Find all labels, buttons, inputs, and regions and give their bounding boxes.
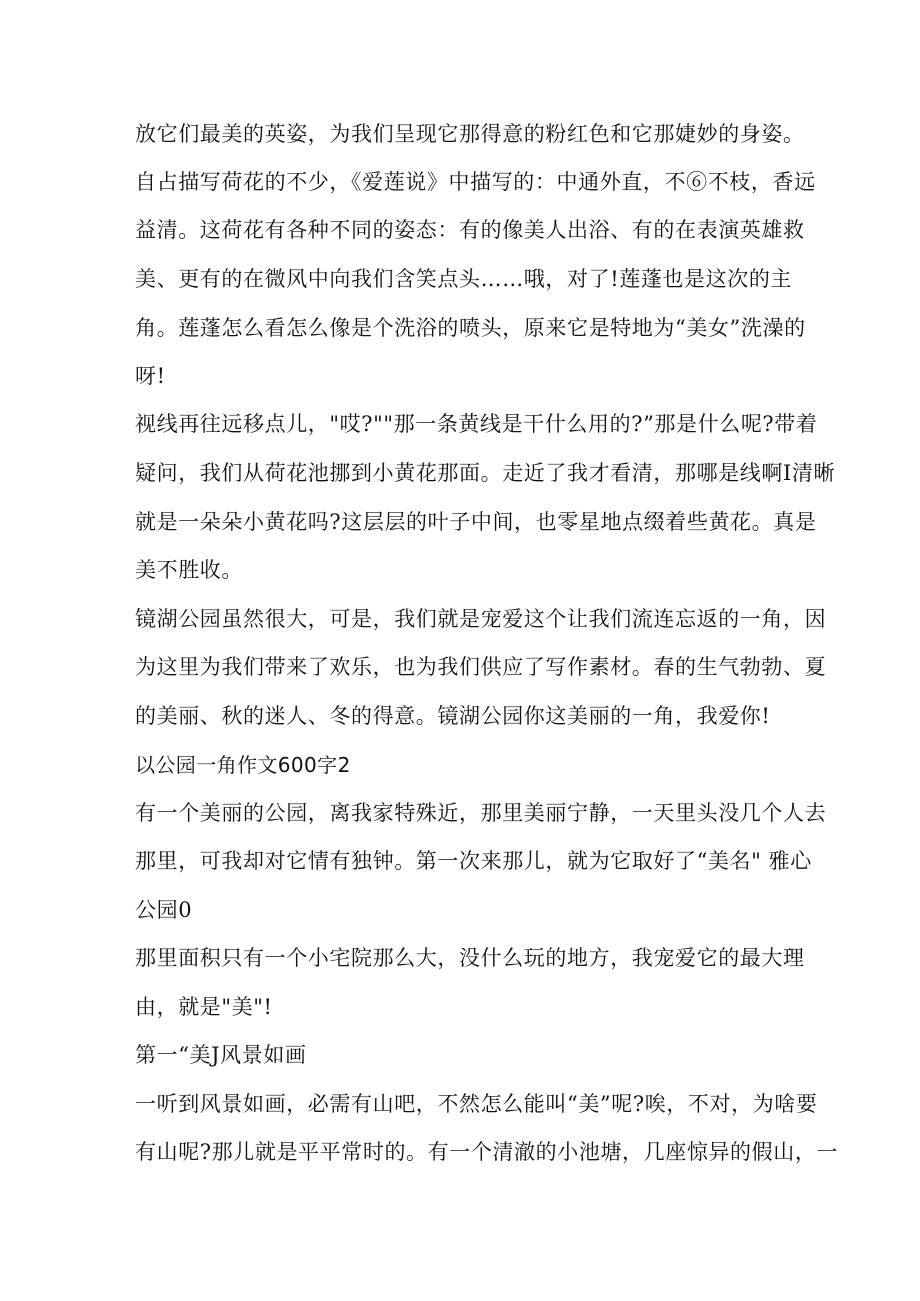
text-line: 公园0	[135, 898, 193, 922]
text-line: 放它们最美的英姿，为我们呈现它那得意的粉红色和它那婕妙的身姿。	[135, 122, 805, 146]
text-line: 的美丽、秋的迷人、冬的得意。镜湖公园你这美丽的一角，我爱你!	[135, 704, 771, 728]
text-line: 一听到风景如画，必需有山吧，不然怎么能叫“美”呢?唉，不对，为啥要	[135, 1092, 818, 1116]
text-line: 益清。这荷花有各种不同的姿态：有的像美人出浴、有的在表演英雄救	[135, 218, 805, 242]
text-line: 有一个美丽的公园，离我家特殊近，那里美丽宁静，一天里头没几个人去	[135, 801, 827, 825]
text-line: 第一“美J风景如画	[135, 1043, 307, 1067]
text-line: 呀!	[135, 364, 166, 388]
text-line: 那里面积只有一个小宅院那么大，没什么玩的地方，我宠爱它的最大理	[135, 946, 805, 970]
section-heading: 以公园一角作文600字2	[135, 753, 351, 777]
text-line: 疑问，我们从荷花池挪到小黄花那面。走近了我才看清，那哪是线啊I清晰	[135, 461, 836, 485]
text-line: 美、更有的在微风中向我们含笑点头……哦，对了!莲蓬也是这次的主	[135, 267, 793, 291]
text-line: 美不胜收。	[135, 558, 243, 582]
text-line: 为这里为我们带来了欢乐，也为我们供应了写作素材。春的生气勃勃、夏	[135, 655, 827, 679]
text-line: 角。莲蓬怎么看怎么像是个洗浴的喷头，原来它是特地为“美女”洗澡的	[135, 316, 806, 340]
text-line: 自占描写荷花的不少，《爱莲说》中描写的：中通外直，不⑥不枝，香远	[135, 170, 816, 194]
text-line: 镜湖公园虽然很大，可是，我们就是宠爱这个让我们流连忘返的一角，因	[135, 607, 827, 631]
text-line: 就是一朵朵小黄花吗?这层层的叶子中间，也零星地点缀着些黄花。真是	[135, 510, 817, 534]
text-line: 有山呢?那儿就是平平常时的。有一个清澈的小池塘，几座惊异的假山，一	[135, 1140, 839, 1164]
text-line: 那里，可我却对它情有独钟。第一次来那儿，就为它取好了“美名" 雅心	[135, 849, 812, 873]
text-line: 视线再往远移点儿，"哎?""那一条黄线是干什么用的?”那是什么呢?带着	[135, 412, 818, 436]
text-line: 由，就是"美"!	[135, 995, 273, 1019]
